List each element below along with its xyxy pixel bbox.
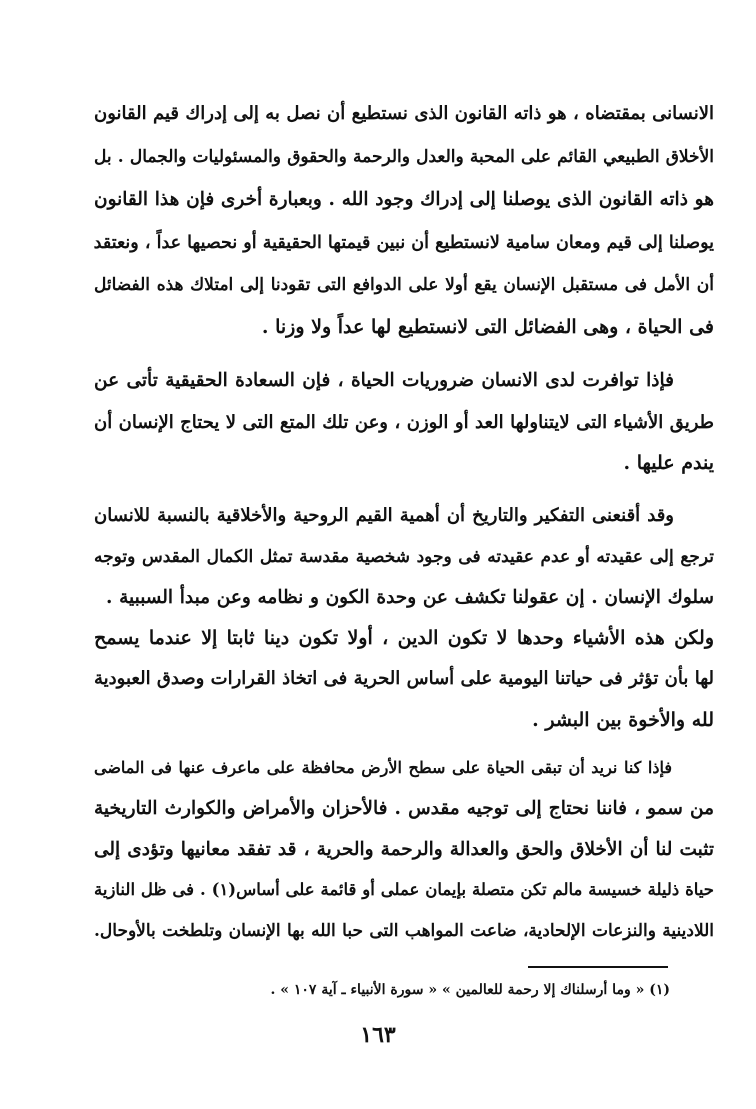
page-number: ١٦٣ <box>360 1022 396 1048</box>
text-line: الانسانى بمقتضاه ، هو ذاته القانون الذى نستطيع أن نصل به إلى إدراك قيم القانون <box>94 103 714 124</box>
text-line: هو ذاته القانون الذى يوصلنا إلى إدراك وجود الله . وبعبارة أخرى فإن هذا القانون <box>94 189 714 210</box>
text-line: من سمو ، فاننا نحتاج إلى توجيه مقدس . فالأحزان والأمراض والكوارث التاريخية <box>94 798 714 819</box>
text-line: الأخلاق الطبيعي القائم على المحبة والعدل والرحمة والحقوق والمسئوليات والجمال . بل <box>94 147 714 167</box>
text-line: ترجع إلى عقيدته أو عدم عقيدته فى وجود شخصية مقدسة تمثل الكمال المقدس وتوجه <box>94 547 714 567</box>
text-line: وقد أقنعنى التفكير والتاريخ أن أهمية القيم الروحية والأخلاقية بالنسبة للانسان <box>94 505 674 526</box>
text-line: اللادينية والنزعات الإلحادية، ضاعت المواهب التى حبا الله بها الإنسان وتلطخت بالأوحال. <box>94 921 714 941</box>
footnote-divider <box>528 966 668 968</box>
text-line: يوصلنا إلى قيم ومعان سامية لانستطيع أن نبين قيمتها الحقيقية أو نحصيها عداً ، ونعتقد <box>94 233 714 253</box>
text-line: ولكن هذه الأشياء وحدها لا تكون الدين ، أولا تكون دينا ثابتا إلا عندما يسمح <box>94 627 714 649</box>
text-line: أن الأمل فى مستقبل الإنسان يقع أولا على الدوافع التى تقودنا إلى امتلاك هذه الفضائل <box>94 275 714 295</box>
text-line: سلوك الإنسان . إن عقولنا تكشف عن وحدة الكون و نظامه وعن مبدأ السببية . <box>106 587 714 608</box>
text-line: فى الحياة ، وهى الفضائل التى لانستطيع لها عداً ولا وزنا . <box>261 316 714 338</box>
footnote: (١) « وما أرسلناك إلا رحمة للعالمين » « سورة الأنبياء ـ آية ١٠٧ » . <box>270 982 670 998</box>
text-line: فإذا كنا نريد أن تبقى الحياة على سطح الأرض محافظة على ماعرف عنها فى الماضى <box>94 758 672 777</box>
text-line: يندم عليها . <box>623 452 714 474</box>
text-line: لله والأخوة بين البشر . <box>532 709 714 731</box>
text-line: لها بأن تؤثر فى حياتنا اليومية على أساس الحرية فى اتخاذ القرارات وصدق العبودية <box>94 668 714 689</box>
text-line: فإذا توافرت لدى الانسان ضروريات الحياة ، فإن السعادة الحقيقية تأتى عن <box>94 370 674 391</box>
text-line: حياة ذليلة خسيسة مالم تكن متصلة بإيمان عملى أو قائمة على أساس(١) . فى ظل النازية <box>94 880 714 899</box>
text-line: طريق الأشياء التى لايتناولها العد أو الوزن ، وعن تلك المتع التى لا يحتاج الإنسان أن <box>94 412 714 433</box>
text-line: تثبت لنا أن الأخلاق والحق والعدالة والرحمة والحرية ، قد تفقد معانيها وتؤدى إلى <box>94 839 714 860</box>
